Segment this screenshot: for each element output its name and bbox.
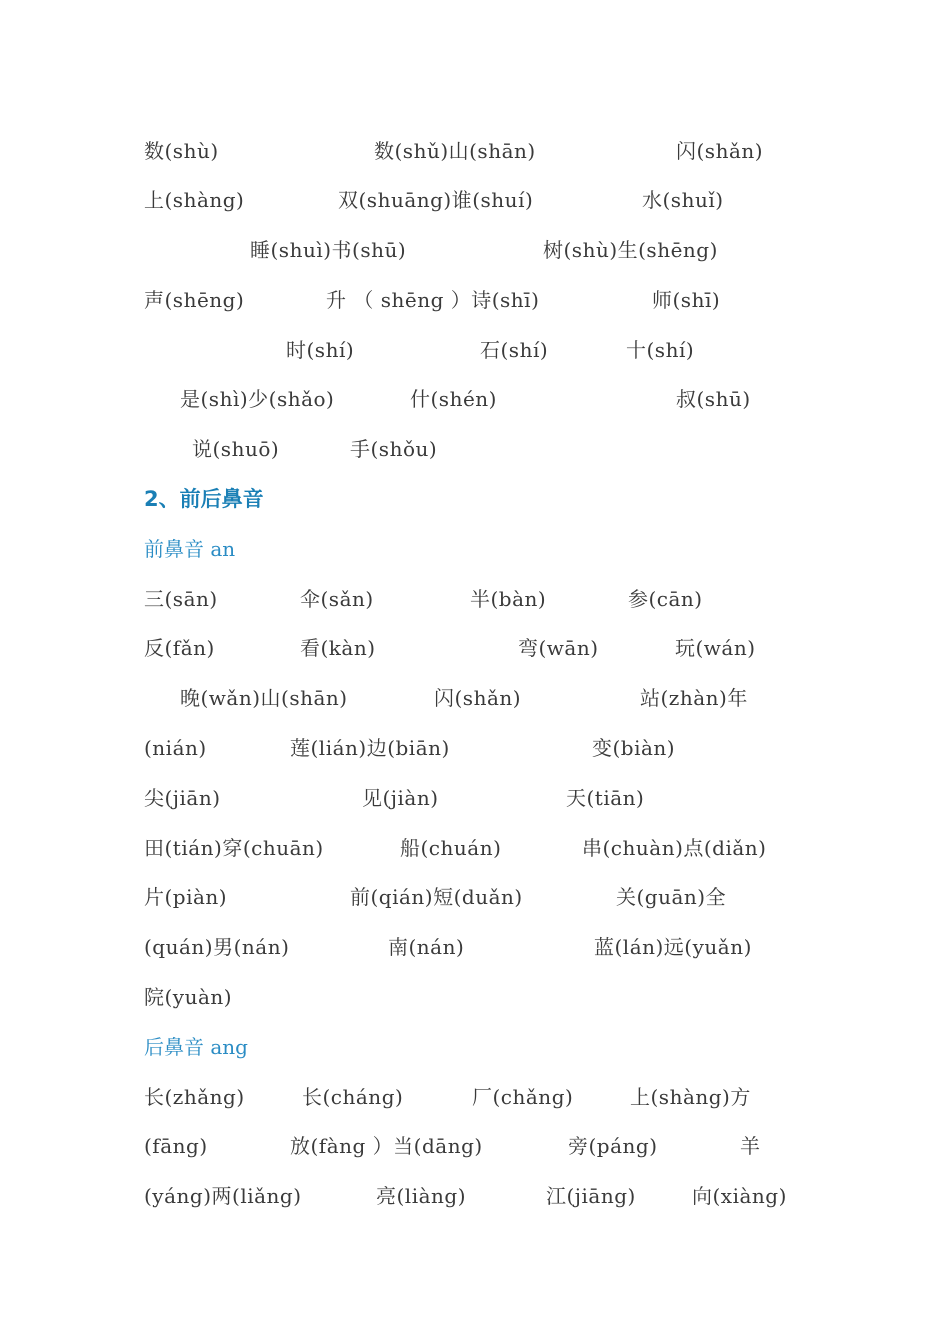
word-entry: 南(nán) [388,935,465,959]
word-entry: 莲(lián)边(biān) [290,736,450,760]
word-entry: 向(xiàng) [692,1184,787,1208]
word-entry: 师(shī) [652,288,721,312]
word-entry: 尖(jiān) [144,786,221,810]
word-entry: 说(shuō) [192,437,280,461]
word-entry: 石(shí) [480,338,549,362]
word-entry: 伞(sǎn) [300,587,374,611]
word-entry: 厂(chǎng) [472,1085,574,1109]
word-entry: 蓝(lán)远(yuǎn) [594,935,752,959]
word-entry: 晚(wǎn)山(shān) [180,686,348,710]
word-entry: 江(jiāng) [546,1184,636,1208]
word-entry: 前(qián)短(duǎn) [350,885,523,909]
word-entry: 升 （ shēng ）诗(shī) [326,288,540,312]
word-entry: 玩(wán) [675,636,756,660]
word-entry: 院(yuàn) [144,985,233,1009]
word-entry: 闪(shǎn) [676,139,764,163]
word-entry: 双(shuāng)谁(shuí) [338,188,534,212]
subsection-heading-back-nasal: 后鼻音 ang [144,1035,248,1059]
word-entry: 看(kàn) [300,636,376,660]
section-heading: 2、前后鼻音 [144,487,264,511]
word-entry: 是(shì)少(shǎo) [180,387,335,411]
word-entry: 上(shàng)方 [630,1085,751,1109]
word-entry: 闪(shǎn) [434,686,522,710]
word-entry: 反(fǎn) [144,636,215,660]
word-entry: 天(tiān) [566,786,645,810]
word-entry: 上(shàng) [144,188,245,212]
word-entry: 亮(liàng) [376,1184,467,1208]
word-entry: 关(guān)全 [616,885,727,909]
word-entry: 半(bàn) [470,587,547,611]
word-entry: 长(cháng) [302,1085,404,1109]
word-entry: 片(piàn) [144,885,228,909]
word-entry: 羊 [740,1134,761,1158]
word-entry: (yáng)两(liǎng) [144,1184,302,1208]
word-entry: (quán)男(nán) [144,935,290,959]
word-entry: 树(shù)生(shēng) [543,238,718,262]
word-entry: 睡(shuì)书(shū) [250,238,407,262]
word-entry: 数(shǔ)山(shān) [374,139,536,163]
word-entry: 参(cān) [628,587,703,611]
word-entry: 旁(páng) [568,1134,658,1158]
word-entry: 船(chuán) [400,836,502,860]
word-entry: 田(tián)穿(chuān) [144,836,324,860]
word-entry: 见(jiàn) [362,786,439,810]
word-entry: 三(sān) [144,587,218,611]
word-entry: 放(fàng ）当(dāng) [290,1134,483,1158]
word-entry: 十(shí) [626,338,695,362]
word-entry: 变(biàn) [592,736,676,760]
word-entry: 数(shù) [144,139,219,163]
word-entry: 水(shuǐ) [642,188,724,212]
word-entry: 弯(wān) [518,636,599,660]
word-entry: 手(shǒu) [350,437,438,461]
word-entry: 长(zhǎng) [144,1085,245,1109]
word-entry: 声(shēng) [144,288,245,312]
word-entry: 站(zhàn)年 [640,686,748,710]
subsection-heading-front-nasal: 前鼻音 an [144,537,236,561]
word-entry: (nián) [144,736,207,760]
word-entry: (fāng) [144,1134,208,1158]
word-entry: 串(chuàn)点(diǎn) [582,836,767,860]
word-entry: 时(shí) [286,338,355,362]
word-entry: 什(shén) [410,387,497,411]
word-entry: 叔(shū) [676,387,751,411]
